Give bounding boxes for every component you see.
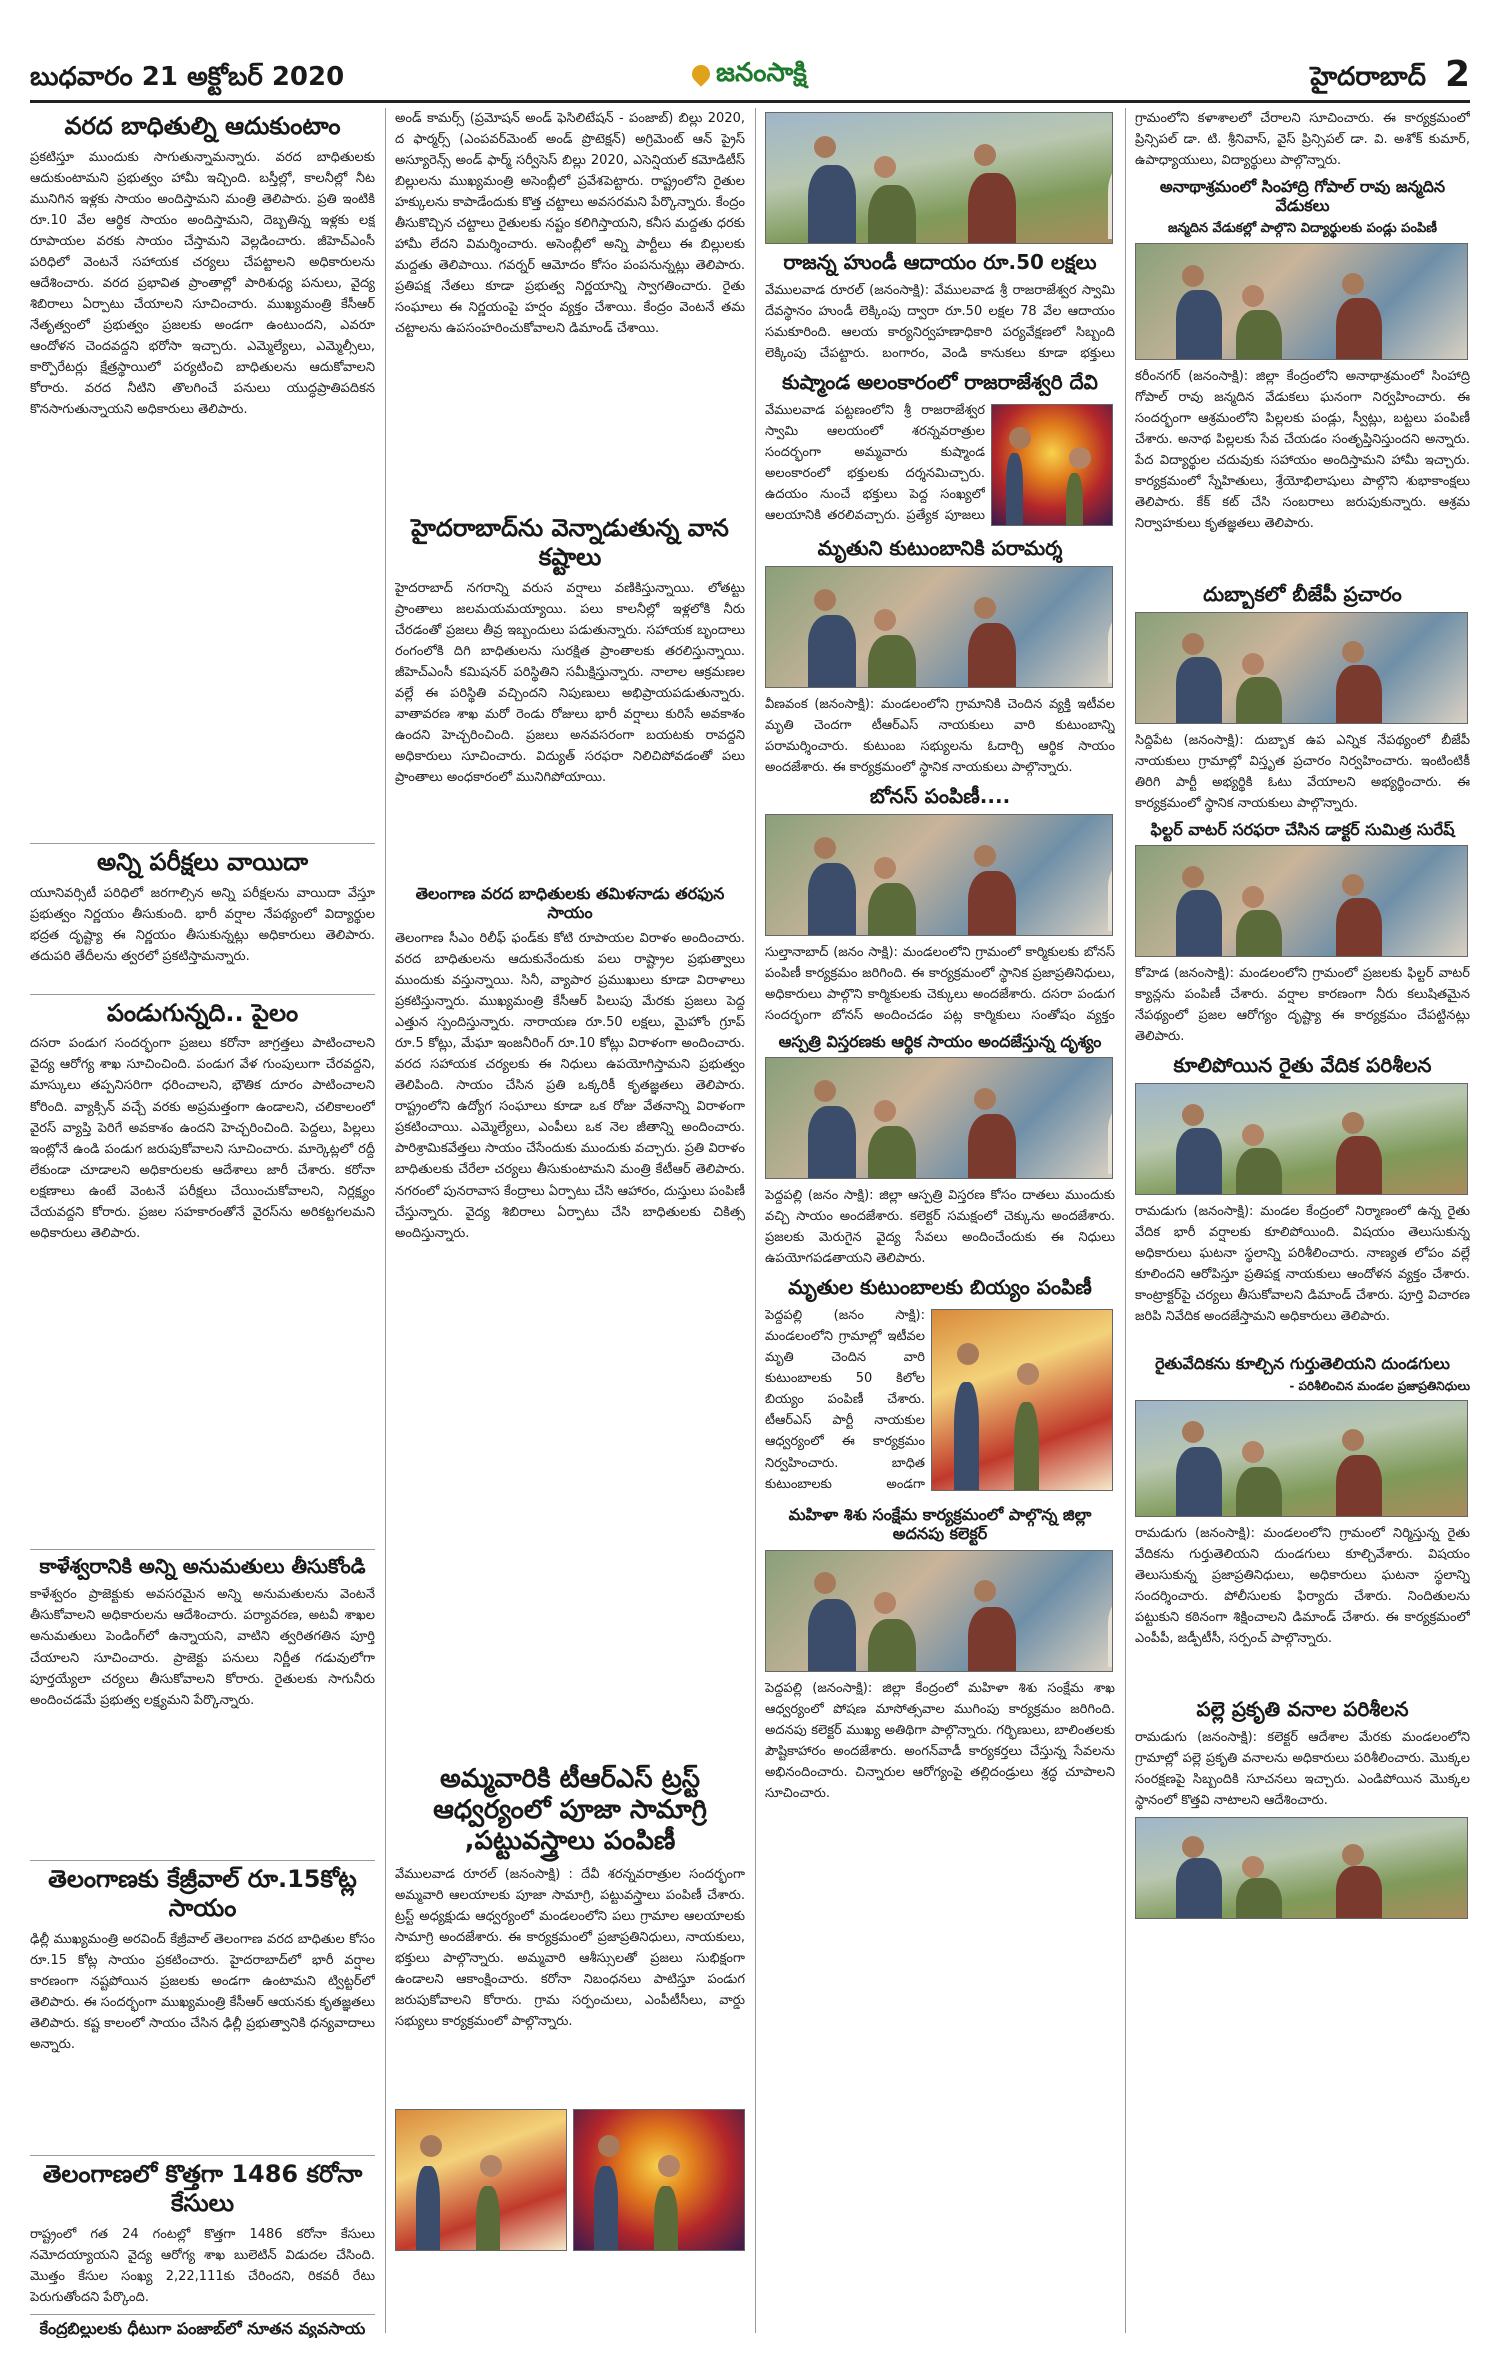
photo-hundi [765,112,1113,244]
masthead [30,54,1470,102]
photo-aasupatri [765,1057,1113,1179]
photo-event [395,2109,567,2251]
article-dubbaka-body: సిద్దిపేట (జనంసాక్షి): దుబ్బాక ఉప ఎన్నిక నేపథ్యంలో బీజేపీ నాయకులు గ్రామాల్లో విస్తృత ప్రచారం నిర్వహించారు. ఇంటింటికీ తిరిగి పార్టీ అభ్యర్థికి ఓటు వేయాలని అభ్యర్థించారు. ఈ కార్యక్రమంలో స్థానిక నాయకులు పాల్గొన్నారు. [1135,732,1470,812]
article-aasupatri-body: పెద్దపల్లి (జనం సాక్షి): జిల్లా ఆస్పత్రి విస్తరణ కోసం దాతలు ముందుకు వచ్చి సాయం అందజేశారు. కలెక్టర్ సమక్షంలో చెక్కును అందజేశారు. ప్రజలకు మెరుగైన వైద్య సేవలు అందించేందుకు ఈ నిధులు ఉపయోగపడతాయని తెలిపారు. [765,1188,1115,1267]
article-mrutuni-body: వీణవంక (జనంసాక్షి): మండలంలోని గ్రామానికి చెందిన వ్యక్తి ఇటీవల మృతి చెందగా టీఆర్‌ఎస్ నాయకులు వారి కుటుంబాన్ని పరామర్శించారు. కుటుంబ సభ్యులను ఓదార్చి ఆర్థిక సాయం అందజేశారు. ఈ కార్యక్రమంలో స్థానిక నాయకులు పాల్గొన్నారు. [765,697,1115,776]
headline-kejriwal: తెలంగాణకు కేజ్రీవాల్ రూ.15కోట్ల సాయం [48,1865,357,1923]
column-divider [385,108,386,2333]
headline-vipatthi: తెలంగాణ వరద బాధితులకు తమిళనాడు తరఫున సాయం [415,883,725,922]
article-ammavari-body: వేములవాడ రూరల్ (జనంసాక్షి) : దేవీ శరన్నవరాత్రుల సందర్భంగా అమ్మవారి ఆలయాలకు పూజా సామాగ్రి, పట్టువస్త్రాలు పంపిణీ చేశారు. ట్రస్ట్ అధ్యక్షుడు ఆధ్వర్యంలో మండలంలోని పలు గ్రామాల ఆలయాలకు సామాగ్రి అందజేశారు. ఈ కార్యక్రమంలో ప్రజాప్రతినిధులు, నాయకులు, భక్తులు పాల్గొన్నారు. అమ్మవారి ఆశీస్సులతో ప్రజలు సుభిక్షంగా ఉండాలని ఆకాంక్షించారు. కరోనా నిబంధనలు పాటిస్తూ పండుగ జరుపుకోవాలని కోరారు. గ్రామ సర్పంచులు, ఎంపీటీసీలు, వార్డు సభ్యులు కార్యక్రమంలో పాల్గొన్నారు. [395,1866,745,2029]
headline-kulipoyina: కూలిపోయిన రైతు వేదిక పరిశీలన [1173,1053,1432,1078]
photo-mrutuni [765,566,1113,688]
column-3 [765,108,1115,2338]
kushmanda-block [765,400,1115,532]
article-filter-body: కోహెడ (జనంసాక్షి): మండలంలోని గ్రామంలో ప్రజలకు ఫిల్టర్ వాటర్ క్యాన్లను పంపిణీ చేశారు. వర్షాల కారణంగా నీరు కలుషితమైన నేపథ్యంలో ప్రజల ఆరోగ్యం దృష్ట్యా ఈ కార్యక్రమం చేపట్టినట్లు తెలిపారు. [1135,966,1470,1045]
photo-bonus [765,814,1113,936]
photo-dubbaka [1135,612,1468,724]
subheadline-gopal: జన్మదిన వేడుకల్లో పాల్గొని విద్యార్థులకు పండ్లు పంపిణీ [1168,221,1437,237]
mrutula-block [765,1305,1115,1501]
article-punjab-continued: అండ్ కామర్స్ (ప్రమోషన్ అండ్ ఫెసిలిటేషన్ - పంజాబ్) బిల్లు 2020, ద ఫార్మర్స్ (ఎంపవర్‌మెంట్ అండ్ ప్రొటెక్షన్) అగ్రిమెంట్ ఆన్ ప్రైస్ అస్యూరెన్స్ అండ్ ఫార్మ్ సర్వీసెస్ బిల్లు 2020, ఎసెన్షియల్ కమోడిటీస్ బిల్లులను ముఖ్యమంత్రి అసెంబ్లీలో ప్రవేశపెట్టారు. రాష్ట్రంలోని రైతుల హక్కులను కాపాడేందుకు కొత్త చట్టాలు అవసరమని పేర్కొన్నారు. కేంద్రం తీసుకొచ్చిన చట్టాలు రైతులకు నష్టం కలిగిస్తాయని, కనీస మద్దతు ధరకు హామీ లేదని విమర్శించారు. అసెంబ్లీలో అన్ని పార్టీలు ఈ బిల్లులకు మద్దతు తెలిపాయి. గవర్నర్ ఆమోదం కోసం పంపనున్నట్లు తెలిపారు. ప్రతిపక్ష నేతలు కూడా ప్రభుత్వ నిర్ణయాన్ని స్వాగతించారు. రైతు సంఘాలు ఈ నిర్ణయంపై హర్షం వ్యక్తం చేశాయి. కేంద్రం వెంటనే తమ చట్టాలను ఉపసంహరించుకోవాలని డిమాండ్ చేశాయి. [395,111,745,337]
headline-filter: ఫిల్టర్ వాటర్ సరఫరా చేసిన డాక్టర్ సుమిత్ర సురేష్ [1150,819,1455,839]
logo-text: జనంసాక్షి [716,58,807,88]
headline-gopal: అనాథాశ్రమంలో సింహాద్రి గోపాల్ రావు జన్మదిన వేడుకలు [1159,177,1446,216]
headline-corona: తెలంగాణలో కొత్తగా 1486 కరోనా కేసులు [42,2159,363,2217]
headline-palle: పల్లె ప్రకృతి వనాల పరిశీలన [1196,1696,1409,1721]
article-college-continued: గ్రామంలోని కళాశాలలో చేరాలని సూచించారు. ఈ కార్యక్రమంలో ప్రిన్సిపల్ డా. టి. శ్రీనివాస్, వైస్ ప్రిన్సిపల్ డా. వి. అశోక్ కుమార్, ఉపాధ్యాయులు, విద్యార్థులు పాల్గొన్నారు. [1135,111,1470,169]
headline-kushmanda: కుష్మాండ అలంకారంలో రాజరాజేశ్వరి దేవి [782,370,1098,394]
photo-goddess [573,2109,745,2251]
issue-date: బుధవారం 21 అక్టోబర్ 2020 [30,62,345,92]
page-number: 2 [1444,54,1470,95]
headline-raithu: రైతువేదికను కూల్చిన గుర్తుతెలియని దుండగులు [1155,1354,1450,1374]
headline-mrutuni: మృతుని కుటుంబానికి పరామర్శ [817,536,1063,560]
caption-aasupatri: ఆస్పత్రి విస్తరణకు ఆర్థిక సాయం అందజేస్తున్న దృశ్యం [778,1032,1102,1051]
headline-kaleshwaram: కాళేశ్వరానికి అన్ని అనుమతులు తీసుకోండి [39,1554,366,1579]
article-corona-body: రాష్ట్రంలో గత 24 గంటల్లో కొత్తగా 1486 కరోనా కేసులు నమోదయ్యాయని వైద్య ఆరోగ్య శాఖ బులెటిన్ విడుదల చేసింది. మొత్తం కేసుల సంఖ్య 2,22,111కు చేరిందని, రికవరీ రేటు పెరుగుతోందని పేర్కొంది. [30,2226,375,2305]
column-divider [755,108,756,2333]
photo-kushmanda [991,404,1113,526]
subheadline-raithu: - పరిశీలించిన మండల ప్రజాప్రతినిధులు [1289,1379,1470,1394]
headline-parikshalu: అన్ని పరీక్షలు వాయిదా [96,847,309,876]
column-divider [1125,108,1126,2333]
headline-hundi: రాజన్న హుండీ ఆదాయం రూ.50 లక్షలు [783,250,1097,274]
photo-mrutula [931,1309,1113,1491]
article-panduga-body: దసరా పండుగ సందర్భంగా ప్రజలు కరోనా జాగ్రత్తలు పాటించాలని వైద్య ఆరోగ్య శాఖ సూచించింది. పండుగ వేళ గుంపులుగా చేరవద్దని, మాస్కులు తప్పనిసరిగా ధరించాలని, భౌతిక దూరం పాటించాలని కోరింది. వ్యాక్సిన్ వచ్చే వరకు అప్రమత్తంగా ఉండాలని, చలికాలంలో వైరస్ వ్యాప్తి పెరిగే అవకాశం ఉందని హెచ్చరించింది. పెద్దలు, పిల్లలు ఇంట్లోనే ఉండి పండుగ జరుపుకోవాలని సూచించారు. మార్కెట్లలో రద్దీ లేకుండా చూడాలని అధికారులకు ఆదేశాలు జారీ చేశారు. కరోనా లక్షణాలు ఉంటే వెంటనే పరీక్షలు చేయించుకోవాలని, నిర్లక్ష్యం చేయవద్దని కోరారు. ప్రజల సహకారంతోనే వైరస్‌ను అరికట్టగలమని అధికారులు తెలిపారు. [30,1036,375,1241]
headline-dubbaka: దుబ్బాకలో బీజేపీ ప్రచారం [1203,581,1402,606]
masthead-rule [30,100,1470,103]
article-kejriwal-body: ఢిల్లీ ముఖ్యమంత్రి అరవింద్ కేజ్రీవాల్ తెలంగాణ వరద బాధితుల కోసం రూ.15 కోట్ల సాయం ప్రకటించారు. హైదరాబాద్‌లో భారీ వర్షాల కారణంగా నష్టపోయిన ప్రజలకు అండగా ఉంటామని ట్విట్టర్‌లో తెలిపారు. ఈ సందర్భంగా ముఖ్యమంత్రి కేసీఆర్ ఆయనకు కృతజ్ఞతలు తెలిపారు. కష్ట కాలంలో సాయం చేసిన ఢిల్లీ ప్రభుత్వానికి ధన్యవాదాలు అన్నారు. [30,1931,375,2053]
column-4 [1135,108,1470,2338]
photo-palle [1135,1817,1468,1919]
article-vana-body: హైదరాబాద్ నగరాన్ని వరుస వర్షాలు వణికిస్తున్నాయి. లోతట్టు ప్రాంతాలు జలమయమయ్యాయి. పలు కాలనీల్లో ఇళ్లలోకి నీరు చేరడంతో ప్రజలు తీవ్ర ఇబ్బందులు పడుతున్నారు. సహాయక బృందాలు రంగంలోకి దిగి బాధితులను సురక్షిత ప్రాంతాలకు తరలిస్తున్నాయి. జీహెచ్‌ఎంసీ కమిషనర్ పరిస్థితిని సమీక్షిస్తున్నారు. నాలాల ఆక్రమణల వల్లే ఈ పరిస్థితి వచ్చిందని నిపుణులు అభిప్రాయపడుతున్నారు. వాతావరణ శాఖ మరో రెండు రోజులు భారీ వర్షాలు కురిసే అవకాశం ఉందని హెచ్చరించింది. ప్రజలు అనవసరంగా బయటకు రావద్దని అధికారులు సూచించారు. విద్యుత్ సరఫరా నిలిచిపోవడంతో పలు ప్రాంతాలు అంధకారంలో మునిగిపోయాయి. [395,580,745,786]
headline-ammavari: అమ్మవారికి టీఆర్‌ఎస్ ట్రస్ట్ ఆధ్వర్యంలో పూజా సామాగ్రి ,పట్టువస్త్రాలు పంపిణీ [433,1763,707,1857]
photo-kulipoyina [1135,1083,1468,1195]
photo-collector [765,1550,1113,1672]
column-1 [30,108,375,2338]
article-vipatthi-body: తెలంగాణ సీఎం రిలీఫ్ ఫండ్‌కు కోటి రూపాయల విరాళం అందించారు. వరద బాధితులను ఆదుకునేందుకు పలు రాష్ట్రాల ప్రభుత్వాలు ముందుకు వస్తున్నాయి. సినీ, వ్యాపార ప్రముఖులు కూడా విరాళాలు ప్రకటిస్తున్నారు. ముఖ్యమంత్రి కేసీఆర్ పిలుపు మేరకు ప్రజలు పెద్ద ఎత్తున స్పందిస్తున్నారు. నారాయణ రూ.50 లక్షలు, మైహోం గ్రూప్ రూ.5 కోట్లు, మేఘా ఇంజనీరింగ్ రూ.10 కోట్లు విరాళంగా అందించారు. వరద సహాయక చర్యలకు ఈ నిధులు ఉపయోగిస్తామని ప్రభుత్వం తెలిపింది. సాయం చేసిన ప్రతి ఒక్కరికీ కృతజ్ఞతలు తెలిపారు. రాష్ట్రంలోని ఉద్యోగ సంఘాలు కూడా ఒక రోజు వేతనాన్ని విరాళంగా ప్రకటించాయి. ఎమ్మెల్యేలు, ఎంపీలు ఒక నెల జీతాన్ని అందించారు. పారిశ్రామికవేత్తలు సాయం చేసేందుకు ముందుకు వచ్చారు. ప్రతి విరాళం బాధితులకు చేరేలా చర్యలు తీసుకుంటామని మంత్రి కేటీఆర్ తెలిపారు. నగరంలో పునరావాస కేంద్రాలు ఏర్పాటు చేసి ఆహారం, దుస్తులు పంపిణీ చేస్తున్నారు. వైద్య శిబిరాలు ఏర్పాటు చేసి బాధితులకు చికిత్స అందిస్తున్నారు. [395,930,745,1241]
article-gopal-body: కరీంనగర్ (జనంసాక్షి): జిల్లా కేంద్రంలోని అనాథాశ్రమంలో సింహాద్రి గోపాల్ రావు జన్మదిన వేడుకలు ఘనంగా నిర్వహించారు. ఈ సందర్భంగా ఆశ్రమంలోని పిల్లలకు పండ్లు, స్వీట్లు, బట్టలు పంపిణీ చేశారు. అనాథ పిల్లలకు సేవ చేయడం సంతృప్తినిస్తుందని అన్నారు. పేద విద్యార్థుల చదువుకు సహాయం అందిస్తామని హామీ ఇచ్చారు. కార్యక్రమంలో స్నేహితులు, శ్రేయోభిలాషులు పాల్గొని శుభాకాంక్షలు తెలిపారు. కేక్ కట్ చేసి సంబరాలు జరుపుకున్నారు. ఆశ్రమ నిర్వాహకులు కృతజ్ఞతలు తెలిపారు. [1135,368,1470,532]
article-kushmanda-body: వేములవాడ పట్టణంలోని శ్రీ రాజరాజేశ్వర స్వామి ఆలయంలో శరన్నవరాత్రుల సందర్భంగా అమ్మవారు కుష్మాండ అలంకారంలో భక్తులకు దర్శనమిచ్చారు. ఉదయం నుంచే భక్తులు పెద్ద సంఖ్యలో ఆలయానికి తరలివచ్చారు. ప్రత్యేక పూజలు [765,403,985,524]
article-bonus-body: సుల్తానాబాద్ (జనం సాక్షి): మండలంలోని గ్రామంలో కార్మికులకు బోనస్ పంపిణీ కార్యక్రమం జరిగింది. ఈ కార్యక్రమంలో స్థానిక ప్రజాప్రతినిధులు, అధికారులు పాల్గొని కార్మికులకు చెక్కులు అందజేశారు. దసరా పండుగ సందర్భంగా బోనస్ అందించడం పట్ల కార్మికులు సంతోషం వ్యక్తం [765,945,1115,1024]
divider [30,843,375,844]
caption-collector: మహిళా శిశు సంక్షేమ కార్యక్రమంలో పాల్గొన్న జిల్లా అదనపు కలెక్టర్ [788,1505,1092,1544]
article-kaleshwaram-body: కాళేశ్వరం ప్రాజెక్టుకు అవసరమైన అన్ని అనుమతులను వెంటనే తీసుకోవాలని అధికారులను ఆదేశించారు. పర్యావరణ, అటవీ శాఖల అనుమతులు పెండింగ్‌లో ఉన్నాయని, వాటిని త్వరితగతిన పూర్తి చేయాలని సూచించారు. ప్రాజెక్టు పనులు నిర్ణీత గడువులోగా పూర్తయ్యేలా చర్యలు తీసుకోవాలని కోరారు. రైతులకు సాగునీరు అందించడమే ప్రభుత్వ లక్ష్యమని పేర్కొన్నారు. [30,1587,375,1708]
headline-mrutula: మృతుల కుటుంబాలకు బియ్యం పంపిణీ [788,1275,1092,1300]
article-collector-body: పెద్దపల్లి (జనంసాక్షి): జిల్లా కేంద్రంలో మహిళా శిశు సంక్షేమ శాఖ ఆధ్వర్యంలో పోషణ మాసోత్సవాల ముగింపు కార్యక్రమం జరిగింది. అదనపు కలెక్టర్ ముఖ్య అతిథిగా పాల్గొన్నారు. గర్భిణులు, బాలింతలకు పౌష్టికాహారం అందజేశారు. అంగన్‌వాడీ కార్యకర్తలు చేస్తున్న సేవలను అభినందించారు. చిన్నారుల ఆరోగ్యంపై తల్లిదండ్రులు శ్రద్ధ చూపాలని సూచించారు. [765,1680,1115,1801]
newspaper-logo [692,58,807,94]
column-2 [395,108,745,2338]
headline-panduga: పండుగున్నది.. పైలం [106,998,299,1027]
article-mrutula-body: పెద్దపల్లి (జనం సాక్షి): మండలంలోని గ్రామాల్లో ఇటీవల మృతి చెందిన వారి కుటుంబాలకు 50 కిలోల బియ్యం పంపిణీ చేశారు. టీఆర్‌ఎస్ పార్టీ నాయకుల ఆధ్వర్యంలో ఈ కార్యక్రమం నిర్వహించారు. బాధిత కుటుంబాలకు అండగా [765,1308,925,1492]
edition-city: హైదరాబాద్ [1310,62,1426,92]
article-palle-body: రామడుగు (జనంసాక్షి): కలెక్టర్ ఆదేశాల మేరకు మండలంలోని గ్రామాల్లో పల్లె ప్రకృతి వనాలను అధికారులు పరిశీలించారు. మొక్కల సంరక్షణపై సిబ్బందికి సూచనలు ఇచ్చారు. ఎండిపోయిన మొక్కల స్థానంలో కొత్తవి నాటాలని ఆదేశించారు. [1135,1729,1470,1808]
divider [30,1549,375,1550]
divider [30,1860,375,1861]
headline-bonus: బోనస్ పంపిణీ.... [869,784,1011,808]
headline-vana: హైదరాబాద్‌ను వెన్నాడుతున్న వాన కష్టాలు [411,514,729,571]
logo-icon [688,61,713,86]
headline-varada: వరద బాధితుల్ని ఆదుకుంటాం [64,112,341,140]
divider [30,2155,375,2156]
article-parikshalu-body: యూనివర్సిటీ పరిధిలో జరగాల్సిన అన్ని పరీక్షలను వాయిదా వేస్తూ ప్రభుత్వం నిర్ణయం తీసుకుంది. భారీ వర్షాల నేపథ్యంలో విద్యార్థుల భద్రత దృష్ట్యా ఈ నిర్ణయం తీసుకున్నట్లు అధికారులు తెలిపారు. తదుపరి తేదీలను త్వరలో ప్రకటిస్తామన్నారు. [30,885,375,964]
headline-kendram: కేంద్రబిల్లులకు ధీటుగా పంజాబ్‌లో నూతన వ్యవసాయ [39,2318,366,2338]
divider [30,994,375,995]
photo-raithu [1135,1400,1468,1517]
photo-filter [1135,845,1468,957]
article-raithu-body: రామడుగు (జనంసాక్షి): మండలంలోని గ్రామంలో నిర్మిస్తున్న రైతు వేదికను గుర్తుతెలియని దుండగులు కూల్చివేశారు. విషయం తెలుసుకున్న ప్రజాప్రతినిధులు, అధికారులు ఘటనా స్థలాన్ని సందర్శించారు. పోలీసులకు ఫిర్యాదు చేశారు. నిందితులను పట్టుకుని కఠినంగా శిక్షించాలని డిమాండ్ చేశారు. ఈ కార్యక్రమంలో ఎంపీపీ, జడ్పీటీసీ, సర్పంచ్ పాల్గొన్నారు. [1135,1525,1470,1646]
article-kulipoyina-body: రామడుగు (జనంసాక్షి): మండల కేంద్రంలో నిర్మాణంలో ఉన్న రైతు వేదిక భారీ వర్షాలకు కూలిపోయింది. విషయం తెలుసుకున్న అధికారులు ఘటనా స్థలాన్ని పరిశీలించారు. నాణ్యత లోపం వల్లే కూలిందని ఆరోపిస్తూ ప్రతిపక్ష నాయకులు ఆందోళన వ్యక్తం చేశారు. కాంట్రాక్టర్‌పై చర్యలు తీసుకోవాలని డిమాండ్ చేశారు. పూర్తి విచారణ జరిపి నివేదిక అందజేస్తామని అధికారులు తెలిపారు. [1135,1204,1470,1325]
photo-row [395,2105,745,2257]
article-varada-body: ప్రకటిస్తూ ముందుకు సాగుతున్నామన్నారు. వరద బాధితులకు ఆదుకుంటామని ప్రభుత్వం హామీ ఇచ్చింది. బస్తీల్లో, కాలనీల్లో నీట మునిగిన ఇళ్లకు సాయం అందిస్తామని మంత్రి తెలిపారు. ప్రతి ఇంటికి రూ.10 వేల ఆర్థిక సాయం అందిస్తామని, దెబ్బతిన్న ఇళ్లకు లక్ష రూపాయల వరకు సాయం చేస్తామని వెల్లడించారు. జీహెచ్‌ఎంసీ పరిధిలో వెంటనే సహాయక చర్యలు చేపట్టాలని అధికారులను ఆదేశించారు. వరద ప్రభావిత ప్రాంతాల్లో పారిశుధ్య పనులు, వైద్య శిబిరాలు ఏర్పాటు చేయాలని సూచించారు. ముఖ్యమంత్రి కేసీఆర్ నేతృత్వంలో ప్రభుత్వం ప్రజలకు అండగా ఉంటుందని, ఎవరూ ఆందోళన చెందవద్దని భరోసా ఇచ్చారు. ఎమ్మెల్యేలు, ఎమ్మెల్సీలు, కార్పొరేటర్లు క్షేత్రస్థాయిలో పర్యటించి బాధితులను ఆదుకోవాలని కోరారు. వరద నీటిని తొలగించే పనులు యుద్ధప్రాతిపదికన కొనసాగుతున్నాయని అధికారులు తెలిపారు. [30,149,375,418]
divider [30,2314,375,2315]
article-hundi-body: వేములవాడ రూరల్ (జనంసాక్షి): వేములవాడ శ్రీ రాజరాజేశ్వర స్వామి దేవస్థానం హుండీ లెక్కింపు ద్వారా రూ.50 లక్షల 78 వేల ఆదాయం సమకూరింది. ఆలయ కార్యనిర్వహణాధికారి పర్యవేక్షణలో సిబ్బంది లెక్కింపు చేపట్టారు. బంగారం, వెండి కానుకలు కూడా భక్తులు [765,283,1115,362]
photo-gopal [1135,243,1468,360]
